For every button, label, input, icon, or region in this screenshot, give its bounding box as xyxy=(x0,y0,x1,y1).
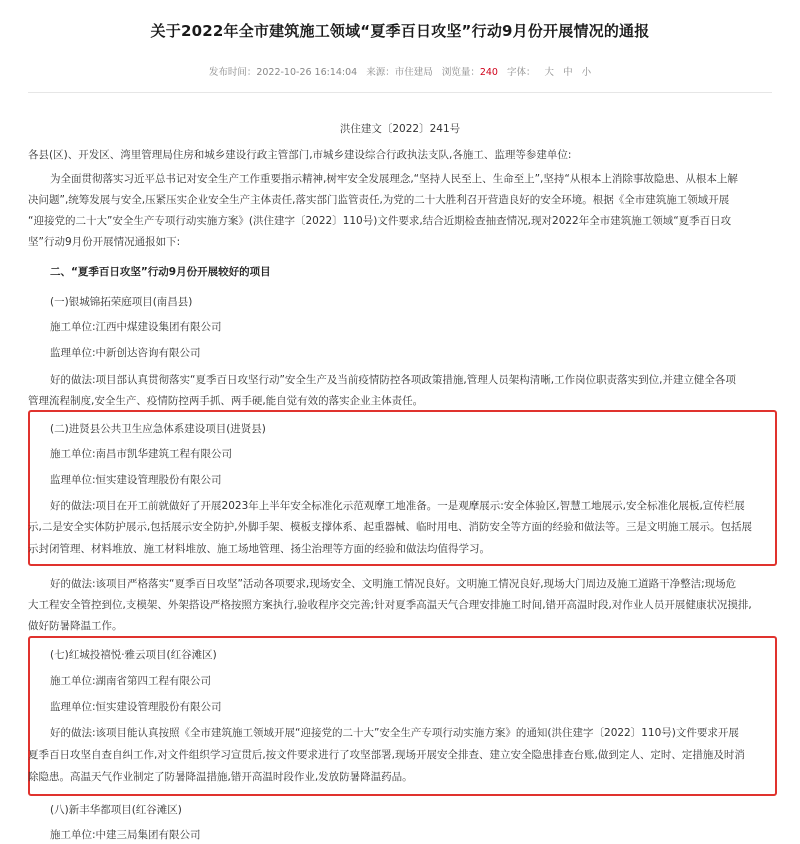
good-practice-line: 大工程安全管控到位,支模架、外架搭设严格按照方案执行,验收程序交完善;针对夏季高温天气合理安排施工时间,错开高温时段,对作业人员开展健康状况摸排, xyxy=(28,599,752,611)
intro-line: “迎接党的二十大”安全生产专项行动实施方案》(洪住建字〔2022〕110号)文件要求,结合近期检查抽查情况,现对2022年全市建筑施工领域“夏季百日攻 xyxy=(28,215,732,227)
good-practice-line: 做好防暑降温工作。 xyxy=(28,620,123,632)
good-practice-line: 好的做法:项目部认真贯彻落实“夏季百日攻坚行动”安全生产及当前疫情防控各项政策措施,管理人员架构清晰,工作岗位职责落实到位,并建立健全各项 xyxy=(50,374,736,386)
publish-time: 发布时间：2022-10-26 16:14:04 xyxy=(208,67,358,78)
construction-unit: 施工单位:湖南省第四工程有限公司 xyxy=(50,675,212,687)
construction-unit: 施工单位:江西中煤建设集团有限公司 xyxy=(50,321,222,333)
supervision-unit: 监理单位:恒实建设管理股份有限公司 xyxy=(50,701,222,713)
good-practice-line: 好的做法:项目在开工前就做好了开展2023年上半年安全标准化示范观摩工地准备。一是观摩展示:安全体验区,智慧工地展示,安全标准化展板,宣传栏展 xyxy=(50,500,745,512)
views-count: 240 xyxy=(479,67,498,78)
font-small-button[interactable]: 小 xyxy=(581,67,592,78)
intro-line: 为全面贯彻落实习近平总书记对安全生产工作重要指示精神,树牢安全发展理念,“坚持人民至上、生命至上”,坚持“从根本上消除事故隐患、从根本上解 xyxy=(50,173,738,185)
supervision-unit: 监理单位:恒实建设管理股份有限公司 xyxy=(50,474,222,486)
good-practice-line: 好的做法:该项目能认真按照《全市建筑施工领域开展“迎接党的二十大”安全生产专项行动实施方案》的通知(洪住建字〔2022〕110号)文件要求开展 xyxy=(50,727,739,739)
views-text: 浏览量： xyxy=(441,67,480,78)
document-number: 洪住建文〔2022〕241号 xyxy=(339,123,461,135)
good-practice-line: 示封闭管理、材料堆放、施工材料堆放、施工场地管理、扬尘治理等方面的经验和做法均值得学习。 xyxy=(28,543,490,555)
construction-unit: 施工单位:南昌市凯华建筑工程有限公司 xyxy=(50,448,233,460)
good-practice-line: 示,二是安全实体防护展示,包括展示安全防护,外脚手架、模板支撑体系、起重器械、临时用电、消防安全等方面的经验和做法等。三是文明施工展示。包括展 xyxy=(28,521,753,533)
good-practice-line: 除隐患。高温天气作业制定了防暑降温措施,错开高温时段作业,发放防暑降温药品。 xyxy=(28,771,413,783)
source: 来源：市住建局 xyxy=(366,67,433,78)
construction-unit: 施工单位:中建三局集团有限公司 xyxy=(50,829,201,841)
meta-divider xyxy=(28,92,772,93)
font-medium-button[interactable]: 中 xyxy=(563,67,573,78)
project-name: (二)进贤县公共卫生应急体系建设项目(进贤县) xyxy=(50,423,266,435)
section-heading: 二、“夏季百日攻坚”行动9月份开展较好的项目 xyxy=(50,266,271,278)
article-meta xyxy=(0,64,800,78)
project-name: (一)银城锦拓荣庭项目(南昌县) xyxy=(50,296,193,308)
project-name: (八)新丰华都项目(红谷滩区) xyxy=(50,804,182,816)
font-size-label: 字体： xyxy=(507,67,536,78)
addressee: 各县(区)、开发区、湾里管理局住房和城乡建设行政主管部门,市城乡建设综合行政执法支队,各施工、监理等参建单位: xyxy=(28,149,572,161)
good-practice-line: 夏季百日攻坚自查自纠工作,对文件组织学习宣贯后,按文件要求进行了攻坚部署,现场开展安全排查、建立安全隐患排查台账,做到定人、定时、定措施及时消 xyxy=(28,749,745,761)
intro-line: 决问题”,统筹发展与安全,压紧压实企业安全生产主体责任,落实部门监管责任,为党的二十大胜利召开营造良好的安全环境。根据《全市建筑施工领域开展 xyxy=(28,194,730,206)
article-title: 关于2022年全市建筑施工领域“夏季百日攻坚”行动9月份开展情况的通报 xyxy=(150,22,650,40)
good-practice-line: 管理流程制度,安全生产、疫情防控两手抓、两手硬,能自觉有效的落实企业主体责任。 xyxy=(28,395,424,407)
supervision-unit: 监理单位:中新创达咨询有限公司 xyxy=(50,347,201,359)
good-practice-line: 好的做法:该项目严格落实“夏季百日攻坚”活动各项要求,现场安全、文明施工情况良好。文明施工情况良好,现场大门周边及施工道路干净整洁;现场危 xyxy=(50,578,737,590)
views-label xyxy=(442,67,498,78)
font-large-button[interactable]: 大 xyxy=(544,67,555,78)
intro-line: 坚”行动9月份开展情况通报如下: xyxy=(28,236,181,248)
project-name: (七)红城投禧悦·雅云项目(红谷滩区) xyxy=(50,649,217,661)
